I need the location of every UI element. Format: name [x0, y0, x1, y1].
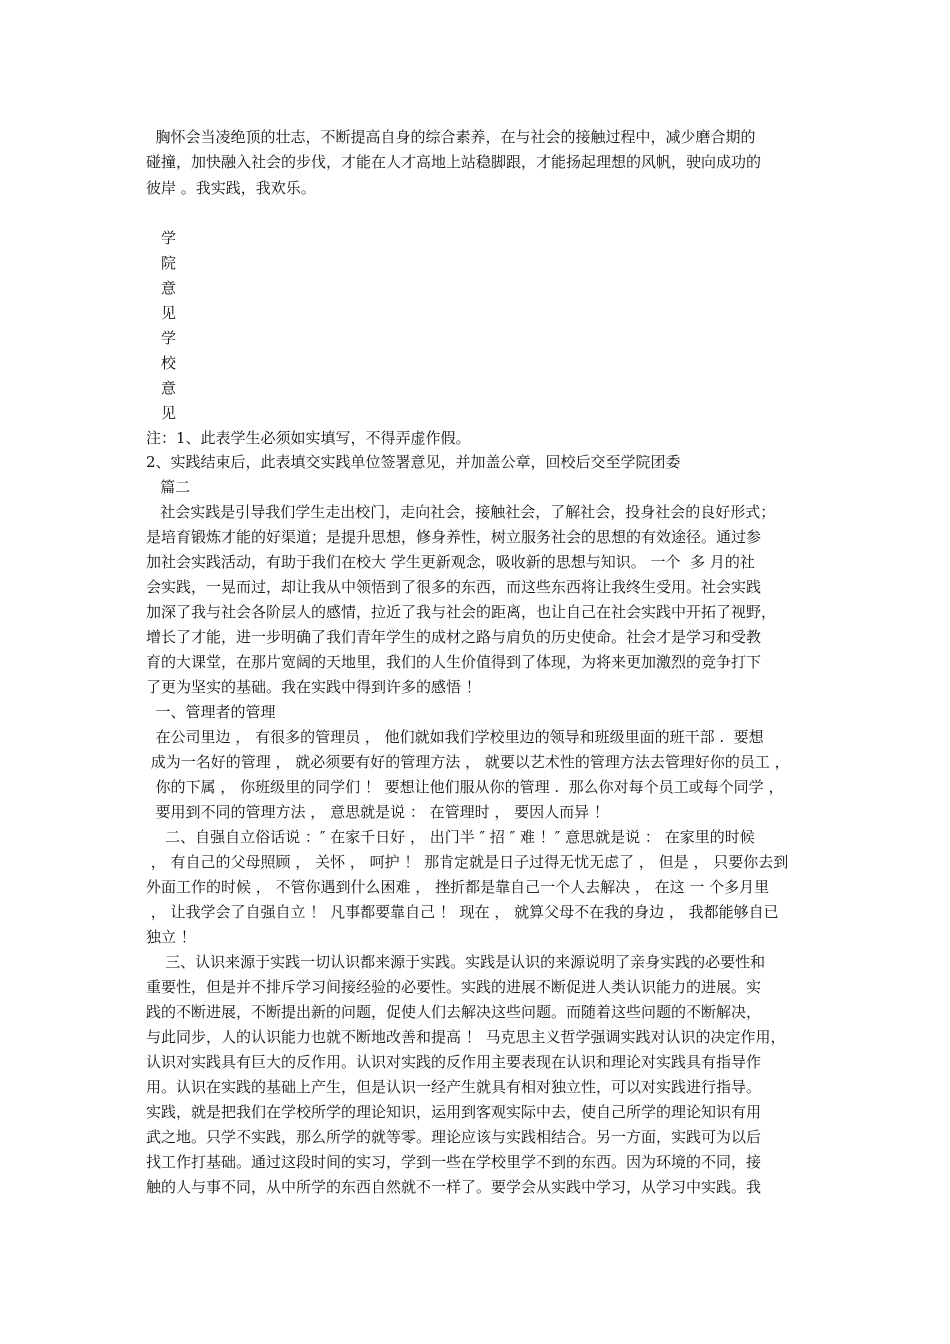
paragraph-line: 会实践，一晃而过，却让我从中领悟到了很多的东西，而这些东西将让我终生受用。社会实践	[146, 578, 762, 596]
paragraph-line: 育的大课堂，在那片宽阔的天地里，我们的人生价值得到了体现，为将来更加激烈的竞争打下	[146, 653, 762, 671]
section-heading: 一、管理者的管理	[146, 703, 276, 721]
paragraph-line: 社会实践是引导我们学生走出校门，走向社会，接触社会，了解社会，投身社会的良好形式；	[146, 503, 776, 521]
note-line: 2、实践结束后，此表填交实践单位签署意见，并加盖公章，回校后交至学院团委	[146, 453, 681, 471]
paragraph-line: 认识对实践具有巨大的反作用。认识对实践的反作用主要表现在认识和理论对实践具有指导作	[146, 1053, 762, 1071]
paragraph-line: ， 让我学会了自强自立 ！ 凡事都要靠自己 ！ 现在 ， 就算父母不在我的身边 ， 我都能够自已	[146, 903, 779, 921]
vertical-label-char: 意	[161, 379, 177, 397]
paragraph-line: 彼岸 。我实践，我欢乐。	[146, 179, 316, 197]
paragraph-line: 武之地。只学不实践，那么所学的就等零。理论应该与实践相结合。另一方面，实践可为以后	[146, 1128, 762, 1146]
paragraph-line: 三、认识来源于实践一切认识都来源于实践。实践是认识的来源说明了亲身实践的必要性和	[146, 953, 766, 971]
paragraph-line: 与此同步，人的认识能力也就不断地改善和提高 ！ 马克思主义哲学强调实践对认识的决定作用，	[146, 1028, 786, 1046]
paragraph-line: 在公司里边 ， 有很多的管理员 ， 他们就如我们学校里边的领导和班级里面的班干部 . 要想	[146, 728, 764, 746]
paragraph-line: 碰撞，加快融入社会的步伐，才能在人才高地上站稳脚跟，才能扬起理想的风帆，驶向成功的	[146, 153, 762, 171]
paragraph-line: 践的不断进展，不断提出新的问题，促使人们去解决这些问题。而随着这些问题的不断解决，	[146, 1003, 762, 1021]
section-heading: 篇二	[146, 478, 191, 496]
note-line: 注：1、此表学生必须如实填写，不得弄虚作假。	[146, 429, 471, 447]
paragraph-line: 你的下属 ， 你班级里的同学们 ！ 要想让他们服从你的管理 . 那么你对每个员工或每个同学 ，	[146, 778, 784, 796]
paragraph-line: 独立 ！	[146, 928, 196, 946]
paragraph-line: 要用到不同的管理方法 ， 意思就是说 ： 在管理时 ， 要因人而异 ！	[146, 803, 609, 821]
paragraph-line: 触的人与事不同，从中所学的东西自然就不一样了。要学会从实践中学习，从学习中实践。我	[146, 1178, 762, 1196]
paragraph-line: 找工作打基础。通过这段时间的实习，学到一些在学校里学不到的东西。因为环境的不同，接	[146, 1153, 762, 1171]
vertical-label-char: 见	[161, 304, 177, 322]
vertical-label-char: 见	[161, 404, 177, 422]
paragraph-line: 重要性，但是并不排斥学习间接经验的必要性。实践的进展不断促进人类认识能力的进展。实	[146, 978, 762, 996]
vertical-label-char: 意	[161, 279, 177, 297]
vertical-label-char: 学	[161, 229, 177, 247]
paragraph-line: 增长了才能，进一步明确了我们青年学生的成材之路与肩负的历史使命。社会才是学习和受教	[146, 628, 762, 646]
paragraph-line: 了更为坚实的基础。我在实践中得到许多的感悟 ！	[146, 678, 481, 696]
paragraph-line: 二、自强自立俗话说 ：″ 在家千日好 ， 出门半 ″ 招 ″ 难 ！″ 意思就是说 ： 在家里的时候	[146, 828, 755, 846]
paragraph-line: 是培育锻炼才能的好渠道；是提升思想，修身养性，树立服务社会的思想的有效途径。通过参	[146, 528, 762, 546]
paragraph-line: 加社会实践活动，有助于我们在校大 学生更新观念，吸收新的思想与知识。 一个 多 月的社	[146, 553, 755, 571]
paragraph-line: 外面工作的时候 ， 不管你遇到什么困难 ， 挫折都是靠自己一个人去解决 ， 在这 一 个多月里	[146, 878, 770, 896]
paragraph-line: 加深了我与社会各阶层人的感情，拉近了我与社会的距离，也让自己在社会实践中开拓了视野，	[146, 603, 777, 621]
paragraph-line: 胸怀会当凌绝顶的壮志，不断提高自身的综合素养，在与社会的接触过程中，减少磨合期的	[146, 128, 756, 146]
paragraph-line: ， 有自己的父母照顾 ， 关怀 ， 呵护 ！ 那肯定就是日子过得无忧无虑了 ， 但是 ， 只要你去到	[146, 853, 789, 871]
vertical-label-char: 院	[161, 254, 177, 272]
paragraph-line: 实践，就是把我们在学校所学的理论知识，运用到客观实际中去，使自己所学的理论知识有用	[146, 1103, 762, 1121]
vertical-label-char: 校	[161, 354, 177, 372]
vertical-label-char: 学	[161, 329, 177, 347]
paragraph-line: 用。认识在实践的基础上产生，但是认识一经产生就具有相对独立性，可以对实践进行指导。	[146, 1078, 762, 1096]
paragraph-line: 成为一名好的管理 ， 就必须要有好的管理方法 ， 就要以艺术性的管理方法去管理好你的员工 ，	[146, 753, 790, 771]
